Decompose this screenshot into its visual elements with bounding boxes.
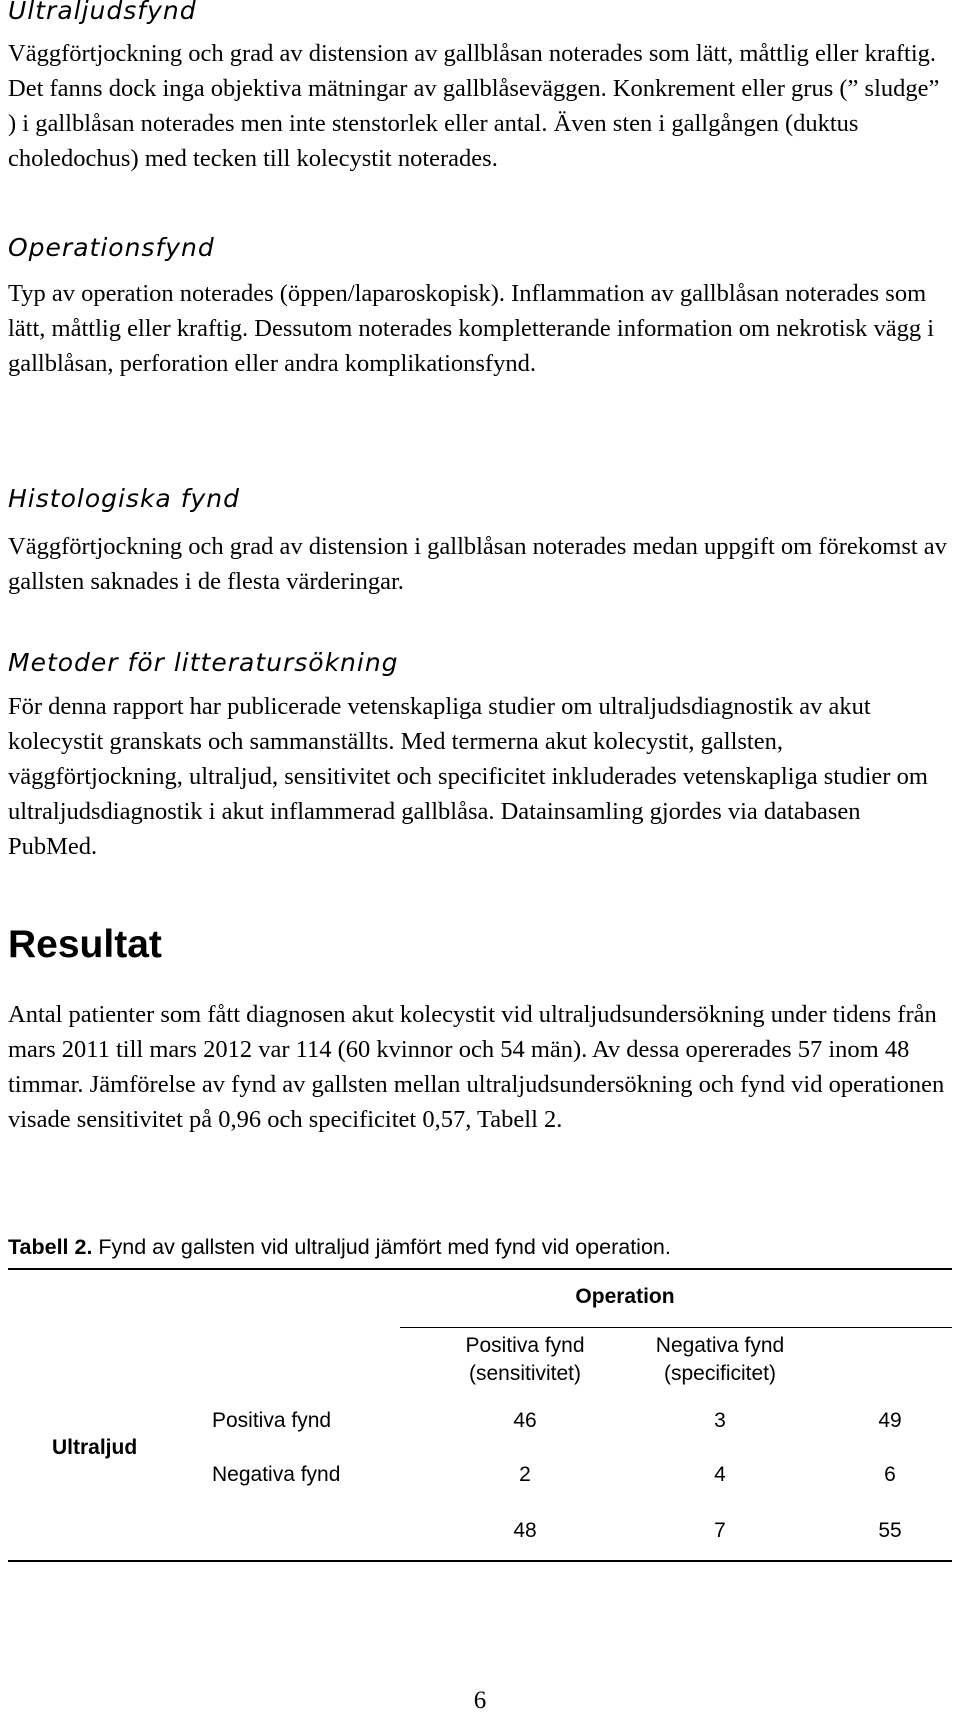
section-body-histologiska-fynd: Väggförtjockning och grad av distension i gallblåsan noterades medan uppgift om förekomst av gallsten saknades i de flesta värderingar. <box>8 533 947 595</box>
col-header-positiva-line1: Positiva fynd <box>465 1334 585 1357</box>
cell-negativa-pos: 2 <box>519 1463 531 1486</box>
cell-total-total: 55 <box>878 1519 902 1542</box>
table-caption-text: Fynd av gallsten vid ultraljud jämfört med fynd vid operation. <box>92 1235 671 1259</box>
section-heading-histologiska-fynd: Histologiska fynd <box>8 484 241 513</box>
cell-positiva-pos: 46 <box>513 1409 537 1432</box>
table-subheader-rule <box>400 1327 952 1328</box>
cell-total-pos: 48 <box>513 1519 537 1542</box>
section-heading-metoder: Metoder för litteratursökning <box>8 648 399 677</box>
table-caption <box>8 1234 671 1260</box>
cell-negativa-neg: 4 <box>714 1463 726 1486</box>
results-heading: Resultat <box>8 923 162 966</box>
table-group-header: Operation <box>575 1285 675 1308</box>
section-body-ultraljudsfynd: Väggförtjockning och grad av distension av gallblåsan noterades som lätt, måttlig eller kraftig. Det fanns dock inga objektiva mätningar av gallblåseväggen. Konkrement eller grus (” sludge” ) i gallblåsan noterades men inte stenstorlek eller antal. Även sten i gallgången (duktus choledochus) med tecken till kolecystit noterades. <box>8 40 940 172</box>
table-bottom-rule <box>8 1560 952 1562</box>
section-body-operationsfynd: Typ av operation noterades (öppen/laparoskopisk). Inflammation av gallblåsan noterades som lätt, måttlig eller kraftig. Dessutom noterades kompletterande information om nekrotisk vägg i gallblåsan, perforation eller andra komplikationsfynd. <box>8 280 934 377</box>
cell-negativa-total: 6 <box>884 1463 896 1486</box>
cell-positiva-total: 49 <box>878 1409 902 1432</box>
col-header-negativa-line2: (specificitet) <box>663 1362 777 1385</box>
page-number: 6 <box>473 1687 487 1714</box>
section-body-metoder: För denna rapport har publicerade vetenskapliga studier om ultraljudsdiagnostik av akut kolecystit granskats och sammanställts. Med termerna akut kolecystit, gallsten, väggförtjockning, ultraljud, sensitivitet och specificitet inkluderades vetenskapliga studier om ultraljudsdiagnostik i akut inflammerad gallblåsa. Datainsamling gjordes via databasen PubMed. <box>8 693 928 860</box>
table-top-rule <box>8 1268 952 1270</box>
section-heading-operationsfynd: Operationsfynd <box>8 233 215 262</box>
row-label-positiva: Positiva fynd <box>212 1409 332 1432</box>
row-label-negativa: Negativa fynd <box>212 1463 341 1486</box>
col-header-negativa-line1: Negativa fynd <box>655 1334 785 1357</box>
cell-total-neg: 7 <box>714 1519 726 1542</box>
section-heading-ultraljudsfynd: Ultraljudsfynd <box>8 0 197 25</box>
results-body: Antal patienter som fått diagnosen akut kolecystit vid ultraljudsundersökning under tidens från mars 2011 till mars 2012 var 114 (60 kvinnor och 54 män). Av dessa opererades 57 inom 48 timmar. Jämförelse av fynd av gallsten mellan ultraljudsundersökning och fynd vid operationen visade sensitivitet på 0,96 och specificitet 0,57, Tabell 2. <box>8 1001 945 1133</box>
col-header-positiva-line2: (sensitivitet) <box>468 1362 582 1385</box>
cell-positiva-neg: 3 <box>714 1409 726 1432</box>
table-caption-label: Tabell 2. <box>8 1235 93 1259</box>
row-group-label: Ultraljud <box>52 1436 138 1459</box>
